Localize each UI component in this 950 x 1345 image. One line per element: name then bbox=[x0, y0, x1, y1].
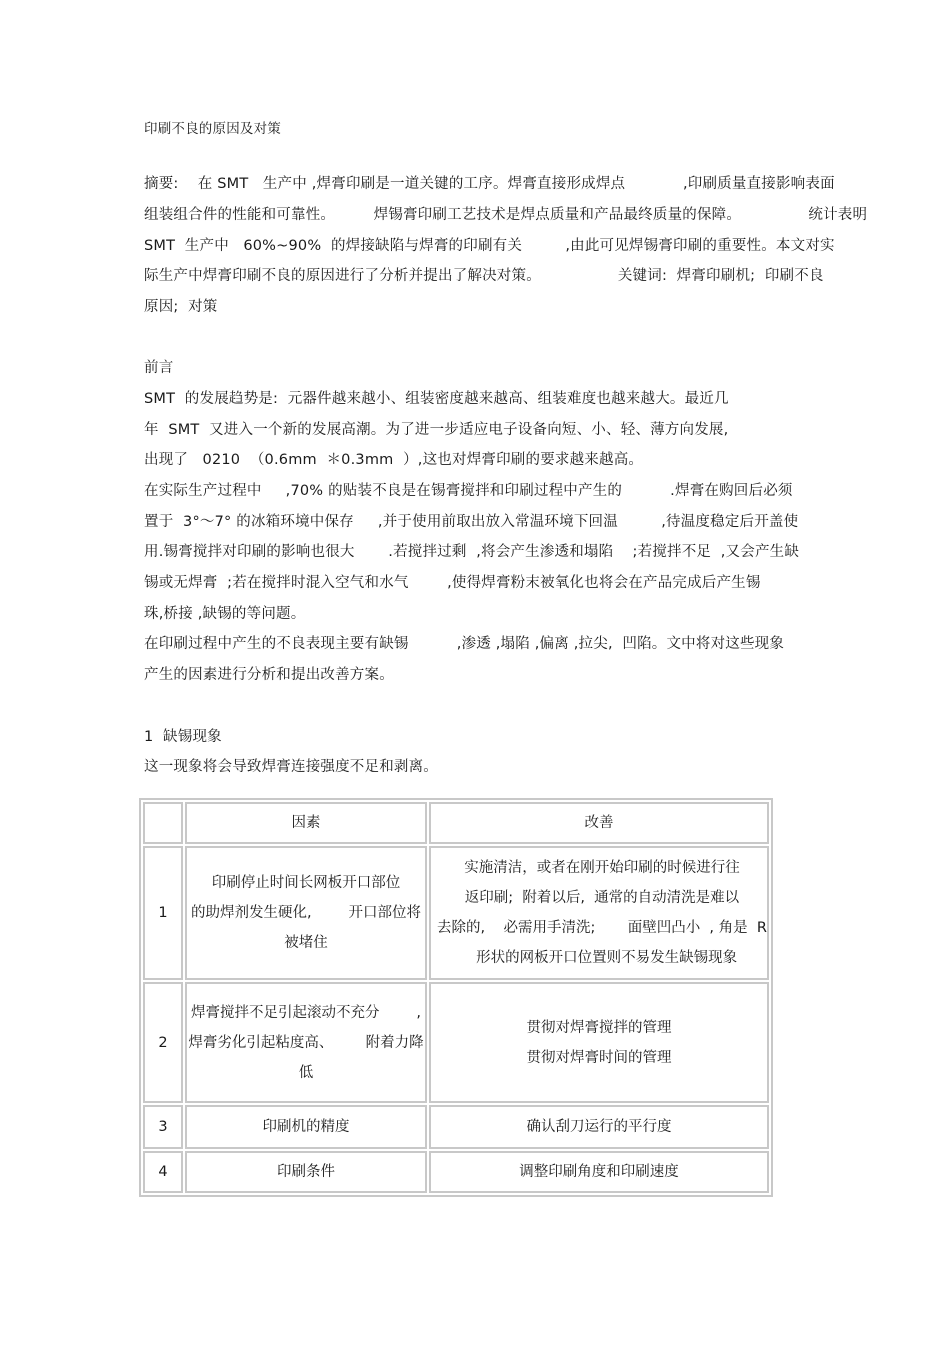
improve-line: 形状的网板开口位置则不易发生缺锡现象 bbox=[466, 950, 738, 966]
preface-heading: 前言 bbox=[144, 360, 174, 376]
preface-line: SMT 的发展趋势是: 元器件越来越小、组装密度越来越高、组装难度也越来越大。最近几 bbox=[144, 391, 729, 407]
factor-cell bbox=[185, 982, 427, 1103]
abstract-line: 组装组合件的性能和可靠性。 焊锡膏印刷工艺技术是焊点质量和产品最终质量的保障。 统计表明 bbox=[144, 207, 868, 223]
table-header-row bbox=[143, 802, 769, 844]
improve-line: 返印刷; 附着以后, 通常的自动清洗是难以 bbox=[464, 890, 740, 906]
improve-line: 贯彻对焊膏时间的管理 bbox=[526, 1049, 672, 1066]
header-cell-no bbox=[143, 802, 183, 844]
table-row bbox=[143, 846, 769, 980]
improve-line: 实施清洁，或者在刚开始印刷的时候进行往 bbox=[464, 860, 740, 876]
abstract-line: SMT 生产中 60%~90% 的焊接缺陷与焊膏的印刷有关 ,由此可见焊锡膏印刷的重要性。本文对实 bbox=[144, 238, 835, 254]
factor-cell: 印刷机的精度 bbox=[185, 1105, 427, 1149]
preface-line: 出现了 0210 （0.6mm ＊0.3mm ）,这也对焊膏印刷的要求越来越高。 bbox=[144, 452, 644, 468]
page-title: 印刷不良的原因及对策 bbox=[144, 121, 281, 137]
preface-line: 置于 3°～7° 的冰箱环境中保存 ,并于使用前取出放入常温环境下回温 ,待温度稳定后开盖使 bbox=[144, 514, 799, 530]
abstract-line: 摘要: 在 SMT 生产中 ,焊膏印刷是一道关键的工序。焊膏直接形成焊点 ,印刷质量直接影响表面 bbox=[144, 176, 835, 192]
table-row bbox=[143, 1105, 769, 1149]
defect-table bbox=[139, 798, 773, 1197]
row-number: 3 bbox=[143, 1105, 183, 1149]
improve-cell: 调整印刷角度和印刷速度 bbox=[429, 1151, 769, 1193]
row-number: 4 bbox=[143, 1151, 183, 1193]
preface-line: 产生的因素进行分析和提出改善方案。 bbox=[144, 667, 394, 683]
improve-cell bbox=[429, 982, 769, 1103]
factor-line: 焊膏搅拌不足引起滚动不充分 , bbox=[191, 1004, 421, 1021]
preface-line: 在实际生产过程中 ,70% 的贴装不良是在锡膏搅拌和印刷过程中产生的 .焊膏在购回后必须 bbox=[144, 483, 793, 499]
factor-line: 的助焊剂发生硬化, 开口部位将 bbox=[191, 905, 421, 921]
preface-line: 锡或无焊膏 ;若在搅拌时混入空气和水气 ,使得焊膏粉末被氧化也将会在产品完成后产生锡 bbox=[144, 575, 761, 591]
factor-cell: 印刷条件 bbox=[185, 1151, 427, 1193]
row-number: 1 bbox=[143, 846, 183, 980]
row-number: 2 bbox=[143, 982, 183, 1103]
header-cell-improve: 改善 bbox=[429, 802, 769, 844]
preface-line: 用.锡膏搅拌对印刷的影响也很大 .若搅拌过剩 ,将会产生渗透和塌陷 ;若搅拌不足 ,又会产生缺 bbox=[144, 544, 800, 560]
factor-line: 焊膏劣化引起粘度高、 附着力降 bbox=[188, 1034, 424, 1051]
factor-cell bbox=[185, 846, 427, 980]
abstract-line: 际生产中焊膏印刷不良的原因进行了分析并提出了解决对策。 关键词: 焊膏印刷机; 印刷不良 bbox=[144, 268, 824, 284]
factor-line: 被堵住 bbox=[284, 935, 328, 951]
factor-line: 印刷停止时间长网板开口部位 bbox=[211, 875, 401, 891]
preface-line: 珠,桥接 ,缺锡的等问题。 bbox=[144, 606, 306, 622]
abstract-line: 原因; 对策 bbox=[144, 299, 218, 315]
improve-line: 贯彻对焊膏搅拌的管理 bbox=[526, 1019, 672, 1036]
table-row bbox=[143, 982, 769, 1103]
preface-line: 年 SMT 又进入一个新的发展高潮。为了进一步适应电子设备向短、小、轻、薄方向发展, bbox=[144, 422, 729, 438]
section-intro: 这一现象将会导致焊膏连接强度不足和剥离。 bbox=[144, 759, 438, 775]
improve-line: 去除的, 必需用手清洗; 面壁凹凸小 , 角是 R bbox=[437, 920, 767, 936]
section-heading: 1 缺锡现象 bbox=[144, 729, 222, 745]
factor-line: 低 bbox=[298, 1064, 314, 1081]
improve-cell: 确认刮刀运行的平行度 bbox=[429, 1105, 769, 1149]
table-row bbox=[143, 1151, 769, 1193]
header-cell-factor: 因素 bbox=[185, 802, 427, 844]
improve-cell bbox=[429, 846, 769, 980]
preface-line: 在印刷过程中产生的不良表现主要有缺锡 ,渗透 ,塌陷 ,偏离 ,拉尖, 凹陷。文中将对这些现象 bbox=[144, 636, 785, 652]
